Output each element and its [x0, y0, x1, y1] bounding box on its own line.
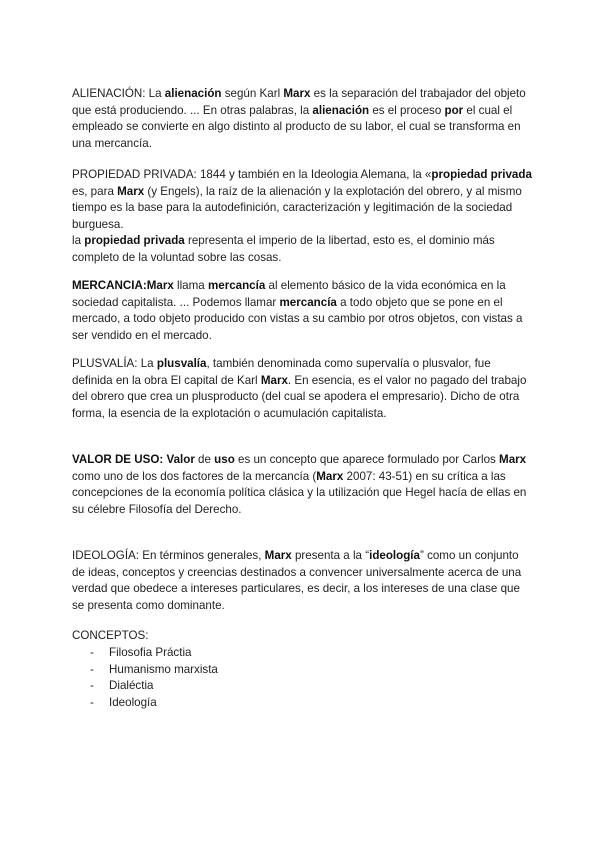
- text-run: ” como un conjunto de ideas, conceptos y creencias destinados a convencer universalmente acerca de una verdad que obedece a intereses particulares, es decir, a los intereses de una clase que se presenta como dominante.: [72, 549, 522, 612]
- paragraph-ideologia: [72, 548, 532, 614]
- text-run: llama: [173, 279, 208, 292]
- text-run: presenta a la “: [291, 549, 370, 562]
- bold-run: por: [444, 103, 464, 117]
- bold-run: mercancía: [207, 279, 266, 292]
- paragraph-mercancia: [72, 278, 532, 344]
- text-run: la: [72, 234, 85, 248]
- bold-run: Marx: [499, 453, 527, 466]
- conceptos-list: [72, 645, 372, 711]
- text-run: PROPIEDAD PRIVADA: 1844 y también en la Ideologia Alemana, la «: [72, 168, 432, 181]
- list-item-label: Humanismo marxista: [109, 662, 218, 676]
- text-run: PLUSVALÍA: La: [72, 357, 157, 370]
- text-run: . En esencia, es el valor no pagado del trabajo del obrero que crea un plusproducto (del cual se apodera el empresario). Dicho de otra forma, la esencia de la explotación o acumulación capitalista.: [72, 373, 527, 420]
- bold-run: propiedad privada: [84, 234, 185, 248]
- text-run: es un concepto que aparece formulado por Carlos: [234, 453, 500, 466]
- text-run: es el proceso: [369, 103, 445, 117]
- conceptos-heading: [72, 628, 532, 645]
- bold-run: Marx: [264, 549, 292, 562]
- heading-text: CONCEPTOS:: [72, 629, 149, 642]
- text-run: (y Engels), la raíz de la alienación y la explotación del obrero, y al mismo tiempo es la base para la autodefinición, caracterización y legitimación de la sociedad burguesa.: [72, 184, 522, 231]
- text-run: IDEOLOGÍA: En términos generales,: [72, 549, 265, 562]
- list-item: [72, 678, 372, 695]
- bullet-dash: -: [90, 695, 94, 709]
- bold-run: alienación: [312, 103, 370, 117]
- list-item: [72, 695, 372, 712]
- text-run: el cual el empleado se convierte en algo distinto al producto de su labor, el cual se transforma en una mercancía.: [72, 103, 521, 150]
- text-run: a todo objeto que se pone en el mercado, a todo objeto producido con vistas a su cambio por otros objetos, con vistas a ser vendido en el mercado.: [72, 295, 523, 342]
- text-run: representa el imperio de la libertad, esto es, el dominio más completo de la voluntad sobre las cosas.: [72, 234, 495, 264]
- bold-run: Marx: [260, 373, 288, 387]
- paragraph-propiedad-privada: [72, 167, 532, 267]
- bold-run: ideología: [369, 549, 420, 562]
- text-run: , también denominada como supervalía o plusvalor, fue definida en la obra El capital de Karl: [72, 357, 491, 387]
- bullet-dash: -: [90, 662, 94, 676]
- bold-run: propiedad privada: [431, 168, 532, 181]
- list-item: [72, 662, 372, 679]
- bullet-dash: -: [90, 679, 94, 693]
- bullet-dash: -: [90, 646, 94, 659]
- text-run: según Karl: [221, 87, 284, 100]
- bold-run: plusvalía: [156, 357, 207, 370]
- list-item: [72, 645, 372, 662]
- bold-run: MERCANCIA:Marx: [72, 279, 174, 292]
- bold-run: Marx: [283, 87, 311, 100]
- paragraph-valor-de-uso: [72, 452, 532, 518]
- text-run: ALIENACIÓN: La: [72, 87, 165, 100]
- bold-run: alienación: [164, 87, 222, 100]
- text-run: es la separación del trabajador del objeto que está produciendo. ... En otras palabras, la: [72, 87, 526, 117]
- text-run: es, para: [72, 184, 118, 198]
- paragraph-alienacion: [72, 86, 532, 152]
- bold-run: Marx: [117, 184, 145, 198]
- bold-run: uso: [214, 453, 235, 466]
- paragraph-plusvalia: [72, 356, 532, 422]
- text-run: al elemento básico de la vida económica en la sociedad capitalista. ... Podemos llamar: [72, 279, 506, 309]
- list-item-label: Dialéctia: [109, 679, 154, 693]
- text-run: como uno de los dos factores de la mercancía (: [72, 469, 317, 483]
- list-item-label: Filosofia Práctia: [109, 646, 192, 659]
- bold-run: VALOR DE USO: Valor: [72, 453, 195, 466]
- bold-run: mercancía: [279, 295, 337, 309]
- text-run: 2007: 43-51) en su crítica a las concepciones de la economía política clásica y la utilización que Hegel hacía de ellas en su célebre Filosofía del Derecho.: [72, 469, 527, 516]
- list-item-label: Ideología: [109, 695, 157, 709]
- text-run: de: [194, 453, 215, 466]
- bold-run: Marx: [316, 469, 344, 483]
